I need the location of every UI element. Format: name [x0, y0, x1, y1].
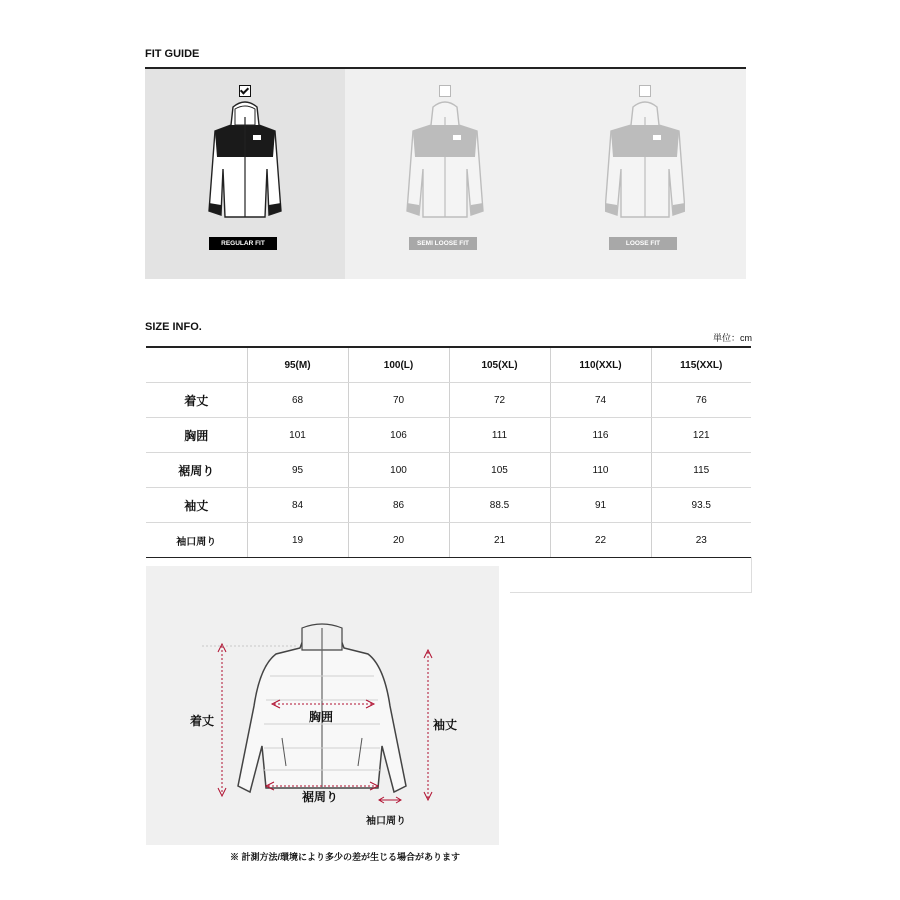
table-cell: 95: [247, 453, 348, 488]
jacket-loose-icon: [605, 99, 685, 227]
jacket-semi-loose-icon: [405, 99, 485, 227]
size-column-header: 95(M): [247, 347, 348, 383]
size-column-header: 115(XXL): [651, 347, 751, 383]
fit-label-semi-loose: SEMI LOOSE FIT: [409, 237, 477, 250]
fit-option-loose[interactable]: [545, 69, 745, 279]
table-cell: 91: [550, 488, 651, 523]
table-cell: 76: [651, 383, 751, 418]
table-cell: 72: [449, 383, 550, 418]
hem-label: 裾周り: [302, 790, 339, 804]
table-empty-cell: [510, 557, 752, 593]
unit-label: 単位：cm: [713, 333, 752, 343]
cuff-label: 袖口周り: [366, 816, 406, 827]
row-label: 着丈: [146, 383, 247, 418]
size-info-title: SIZE INFO.: [145, 321, 202, 333]
table-cell: 93.5: [651, 488, 751, 523]
sleeve-label: 袖丈: [433, 718, 458, 732]
table-cell: 101: [247, 418, 348, 453]
row-label: 胸囲: [146, 418, 247, 453]
table-cell: 19: [247, 523, 348, 558]
table-cell: 68: [247, 383, 348, 418]
table-cell: 115: [651, 453, 751, 488]
fit-label-loose: LOOSE FIT: [609, 237, 677, 250]
table-header-corner: [146, 347, 247, 383]
table-cell: 111: [449, 418, 550, 453]
fit-guide-title: FIT GUIDE: [145, 48, 200, 60]
fit-label-regular: REGULAR FIT: [209, 237, 277, 250]
table-cell: 116: [550, 418, 651, 453]
size-column-header: 100(L): [348, 347, 449, 383]
fit-option-regular[interactable]: [145, 69, 345, 279]
table-row: [146, 523, 751, 558]
table-cell: 22: [550, 523, 651, 558]
table-cell: 88.5: [449, 488, 550, 523]
table-header-row: [146, 347, 751, 383]
row-label: 袖丈: [146, 488, 247, 523]
table-row: [146, 418, 751, 453]
length-label: 着丈: [190, 714, 215, 728]
fit-checkbox-loose[interactable]: [639, 85, 651, 97]
fit-checkbox-regular[interactable]: [239, 85, 251, 97]
table-cell: 74: [550, 383, 651, 418]
table-cell: 23: [651, 523, 751, 558]
row-label: 裾周り: [146, 453, 247, 488]
fit-option-semi-loose[interactable]: [345, 69, 545, 279]
table-cell: 70: [348, 383, 449, 418]
table-cell: 86: [348, 488, 449, 523]
row-label: 袖口周り: [146, 523, 247, 558]
table-cell: 20: [348, 523, 449, 558]
table-cell: 105: [449, 453, 550, 488]
table-cell: 121: [651, 418, 751, 453]
fit-checkbox-semi-loose[interactable]: [439, 85, 451, 97]
size-table: [146, 346, 751, 558]
table-cell: 106: [348, 418, 449, 453]
fit-guide-panel: [145, 69, 746, 279]
size-column-header: 110(XXL): [550, 347, 651, 383]
chest-label: 胸囲: [309, 710, 334, 724]
jacket-regular-icon: [205, 99, 285, 227]
table-cell: 100: [348, 453, 449, 488]
measurement-diagram: [146, 566, 499, 845]
measurement-note: ※ 計測方法/環境により多少の差が生じる場合があります: [230, 852, 461, 862]
table-row: [146, 488, 751, 523]
size-column-header: 105(XL): [449, 347, 550, 383]
table-row: [146, 383, 751, 418]
table-cell: 110: [550, 453, 651, 488]
table-cell: 21: [449, 523, 550, 558]
table-cell: 84: [247, 488, 348, 523]
table-row: [146, 453, 751, 488]
